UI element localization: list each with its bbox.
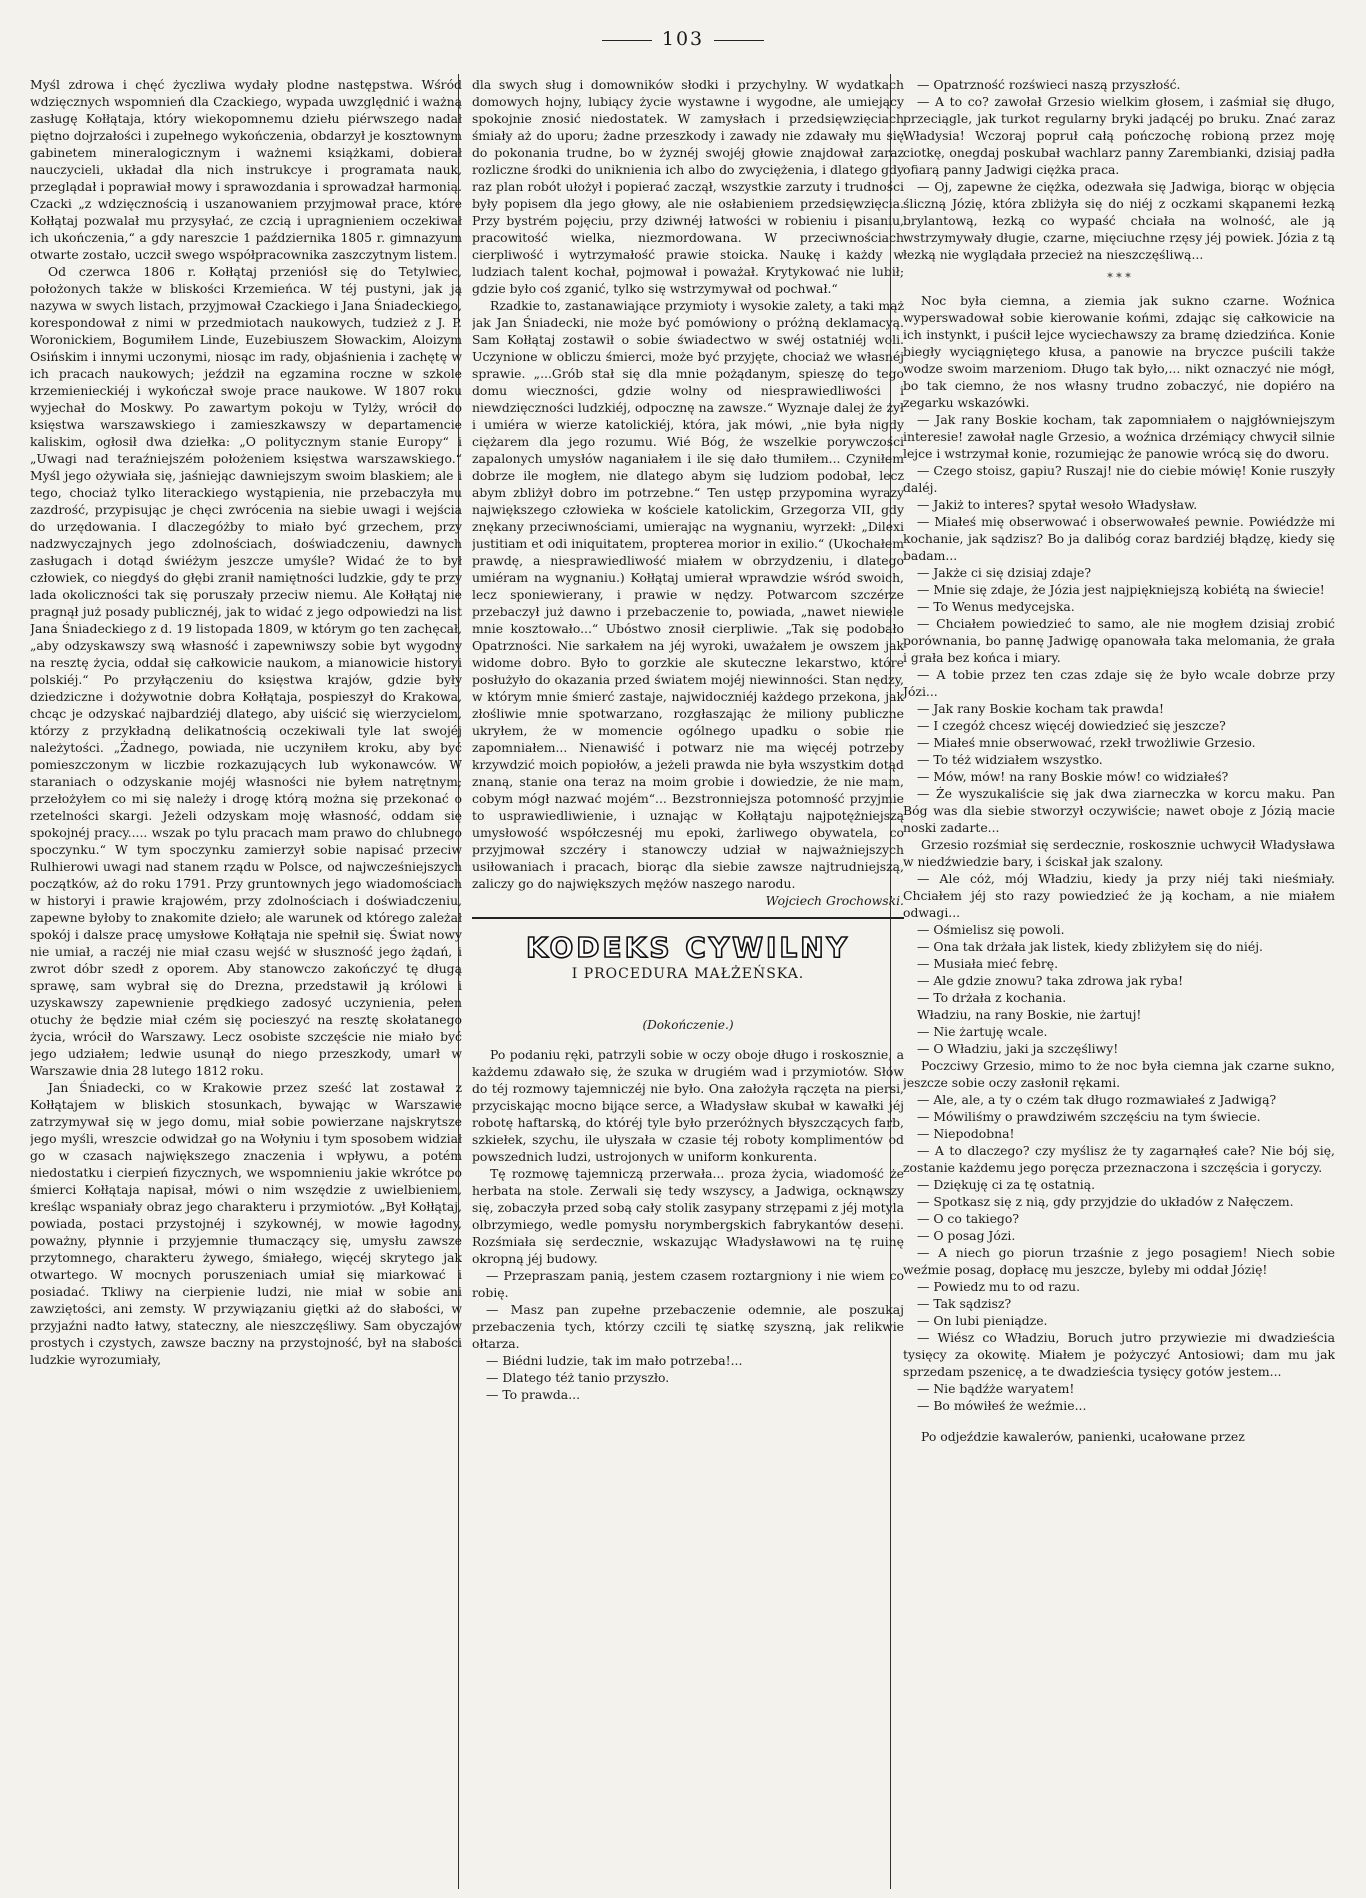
dialogue-line: — Jakiż to interes? spytał wesoło Władysław. — [917, 497, 1198, 512]
dialogue-line: — Miałeś mnie obserwować, rzekł trwożliwie Grzesio. — [917, 735, 1256, 750]
article-title: KODEKS CYWILNY — [526, 931, 850, 964]
dialogue-line: — Dziękuję ci za tę ostatnią. — [917, 1177, 1096, 1192]
author-signature: Wojciech Grochowski. — [765, 893, 904, 908]
dialogue-line: — Ona tak drżała jak listek, kiedy zbliżyłem się do niéj. — [917, 939, 1263, 954]
dialogue-line: — Masz pan zupełne przebaczenie odemnie, ale poszukaj przebaczenia tych, którzy czcili tę siatkę szyszną, jak relikwie ołtarza. — [472, 1302, 904, 1351]
dialogue-line: — Ale cóż, mój Władziu, kiedy ja przy niéj taki nieśmiały. Chciałem jéj sto razy powiedzieć że ją kocham, a nie miałem odwagi... — [903, 871, 1335, 920]
dialogue-line: — Miałeś mię obserwować i obserwowałeś pewnie. Powiédzże mi kochanie, jak sądzisz? Bo ja dalibóg coraz bardziéj błądzę, kiedy się badam... — [903, 514, 1335, 563]
dialogue-line: — Mnie się zdaje, że Józia jest najpiękniejszą kobiétą na świecie! — [917, 582, 1325, 597]
dialogue-line: — O posag Józi. — [917, 1228, 1016, 1243]
paragraph: dla swych sług i domowników słodki i przychylny. W wydatkach domowych hojny, lubiący życie wystawne i wygodne, ale umiejący spokojnie znosić niedostatek. W zamysłach i przedsięwzięciach śmiały aż do uporu; żadne przeszkody i zawady nie zdawały mu się do pokonania trudne, bo w żyznéj swojéj głowie znajdował zaraz rozliczne środki do uniknienia ich albo do zwyciężenia, i dlatego gdy raz plan robót ułożył i popierać zaczął, wszystkie zarzuty i trudności były popisem dla jego głowy, ale nie osłabieniem przedsięwzięcia. Przy bystrém pojęciu, przy dziwnéj łatwości w robieniu i pisaniu, pracowitość wielka, niezmordowana. W przeciwnościach cierpliwość i wytrzymałość prawie stoicka. Naukę i każdy w ludziach talent kochał, pojmował i poważał. Krytykować nie lubił; gdzie było coś zganić, tylko się wstrzymywał od pochwał.“ — [472, 77, 904, 296]
dialogue-line: — A tobie przez ten czas zdaje się że było wcale dobrze przy Józi... — [903, 667, 1335, 699]
dialogue-line: — Jak rany Boskie kocham, tak zapomniałem o najgłówniejszym interesie! zawołał nagle Grzesio, a woźnica drzémiący chwycił silnie lejce i wstrzymał konie, rozumiejąc że panowie wrócą się do dworu. — [903, 412, 1335, 461]
dialogue-line: — To prawda... — [486, 1387, 581, 1402]
paragraph: Jan Śniadecki, co w Krakowie przez sześć lat zostawał z Kołłątajem w bliskich stosunkach, bywając w Warszawie zatrzymywał się w jego domu, miał sobie powierzane najskrytsze jego myśli, wreszcie odwidzał go na Wołyniu i tym sposobem widział go w czasach największego znaczenia i wpływu, a potém niedostatku i cierpień fizycznych, we wspomnieniu jakie wkrótce po śmierci Kołłątaja napisał, mówi o nim wszędzie z uwielbieniem, kreśląc wspaniały obraz jego charakteru i przymiotów. „Był Kołłątaj, powiada, postaci przystojnéj i szykownéj, w mowie łagodny, poważny, płynnie i przyjemnie tłumaczący się, umysłu zawsze przytomnego, charakteru żywego, śmiałego, więcéj skrytego jak otwartego. W mocnych poruszeniach umiał się miarkować i posiadać. Tkliwy na cierpienie ludzi, nie miał w sobie ani zawziętości, ani zemsty. W przywiązaniu giętki aż do słabości, w przyjaźni nadto łatwy, stateczny, ale nieszczęśliwy. Sam obyczajów prostych i czystych, zawsze baczny na przystojność, był na słabości ludzkie wyrozumiały, — [30, 1080, 462, 1367]
paragraph: Poczciwy Grzesio, mimo to że noc była ciemna jak czarne sukno, jeszcze sobie oczy zasłonił rękami. — [903, 1058, 1335, 1090]
dialogue-line: — Oj, zapewne że ciężka, odezwała się Jadwiga, biorąc w objęcia śliczną Józię, która zbliżyła się do niéj z oczkami skąpanemi łezką brylantową, łezką co wypaść chciała na wolność, ale ją wstrzymywały długie, czarne, mięciuchne rzęsy jéj powiek. Józia z tą łezką nie wyglądała przecież na nieszczęśliwą... — [903, 179, 1335, 262]
dialogue-line: — Biédni ludzie, tak im mało potrzeba!... — [486, 1353, 743, 1368]
paragraph: Myśl zdrowa i chęć życzliwa wydały plodne następstwa. Wśród wdzięcznych wspomnień dla Czackiego, wypada uwzględnić i ważną zasługę Kołłątaja, który wiekopomnemu dziełu piérwszego nadał piętno dojrzałości i zupełnego wykończenia, obdarzył je kosztownym gabinetem mineralogicznym i ważnemi książkami, dobierał nauczycieli, układał dla nich instrukcye i programata nauk, przeglądał i poprawiał mowy i sprawozdania i sprowadzał harmonią. Czacki „z wdzięcznością i uszanowaniem przyjmował prace, które Kołłątaj pozwalał mu przysyłać, ze czcią i upragnieniem oczekiwał ich ukończenia,“ a gdy nareszcie 1 października 1805 r. gimnazyum otwarte zostało, uczcił swego współpracownika zaszczytnym listem. — [30, 77, 462, 262]
dialogue-line: — Dlatego téż tanio przyszło. — [486, 1370, 670, 1385]
page-number: 103 — [0, 28, 1366, 50]
paragraph: Od czerwca 1806 r. Kołłątaj przeniósł się do Tetylwiec, położonych także w bliskości Krzemieńca. W téj pustyni, jak ją nazywa w swych listach, przyjmował Czackiego i Jana Śniadeckiego, korespondował z nimi w przedmiotach naukowych, tudzież z J. P. Woronickiem, Bogumiłem Linde, Euzebiuszem Słowackim, Aloizym Osińskim i innymi uczonymi, niosąc im rady, objaśnienia i zachętę w ich pracach naukowych; jeździł na egzamina roczne w szkole krzemienieckiéj i wykończał swoje prace naukowe. W 1807 roku wyjechał do Moskwy. Po zawartym pokoju w Tylży, wrócił do księstwa warszawskiego i zamieszkawszy w departamencie kaliskim, ogłosił dwa dziełka: „O politycznym stanie Europy“ i „Uwagi nad teraźniejszém położeniem księstwa warszawskiego.“ Myśl jego ożywiała się, jaśniejąc dawniejszym swoim blaskiem; ale i tego, chociaż tylko literackiego wystąpienia, nie przebaczyła mu zazdrość, przypisując je chęci zwrócenia na siebie uwagi i wejścia do urzędowania. I dlaczegóżby to miało być grzechem, przy nadzwyczajnych jego zdolnościach, doświadczeniu, dawnych zasługach i dotąd świéżym jeszcze umyśle? Widać że to był człowiek, co niegdyś do głębi zranił namiętności ludzkie, gdy te przy lada okoliczności tak się poruszały przeciw niemu. Ale Kołłątaj nie pragnął już posady publicznéj, jak to widać z jego odpowiedzi na list Jana Śniadeckiego z d. 19 listopada 1809, w którym go ten zachęcał, „aby odzyskawszy swą własność i zapewniwszy sobie byt wygodny na resztę życia, oddał się całkowicie naukom, a mianowicie historyi polskiéj.“ Po przyłączeniu do księstwa krajów, gdzie były dziedziczne i dożywotnie dobra Kołłątaja, pospieszył do Krakowa, chcąc je odzyskać najbardziéj dlatego, aby uiścić się wierzycielom, którzy z przykładną delikatnością oczekiwali tyle lat swojéj należytości. „Żadnego, powiada, nie uczyniłem kroku, aby być pomieszczonym w liczbie rozkazujących lub wykonawców. W staraniach o odzyskanie mojéj własności nie byłem natrętnym; przełożyłem co mi się należy i drogę którą można się przekonać o rzetelności skargi. Jeżeli odzyskam moję własność, oddam się spokojnéj pracy..... wszak po tylu pracach mam prawo do chlubnego spoczynku.“ W tym spoczynku zamierzył sobie napisać przeciw Rulhierowi uwagi nad stanem rządu w Polsce, od najwcześniejszych początków, aż do roku 1791. Przy gruntownych jego wiadomościach w historyi i prawie krajowém, przy zdolnościach i doświadczeniu, zapewne byłoby to znakomite dzieło; ale warunek od którego zależał spokój i dalsze pracę umysłowe Kołłątaja nie spełnił się. Świat nowy nie umiał, a raczéj nie miał czasu wejść w słuszność jego żądań, i zwrot dóbr szedł z oporem. Aby stanowczo zakończyć tę długą sprawę, sam wybrał się do Drezna, przedstawił ją królowi i uzyskawszy zapewnienie prędkiego zadosyć uczynienia, pełen otuchy że będzie miał czém się pocieszyć na resztę skołatanego życia, wrócił do Warszawy. Lecz osobiste szczęście nie miało być jego udziałem; ledwie usunął do niego przeszkody, umarł w Warszawie dnia 28 lutego 1812 roku. — [30, 264, 462, 1078]
dialogue-line: — Że wyszukaliście się jak dwa ziarneczka w korcu maku. Pan Bóg was dla siebie stworzył oczywiście; nawet oboje z Józią macie noski zadarte... — [903, 786, 1335, 835]
dialogue-line: — Chciałem powiedzieć to samo, ale nie mogłem dzisiaj zrobić porównania, bo pannę Jadwigę opanowała taka melomania, że grała i grała bez końca i miary. — [903, 616, 1335, 665]
column-1 — [30, 76, 462, 1886]
dialogue-line: — Musiała mieć febrę. — [917, 956, 1059, 971]
dialogue-line: — Ale, ale, a ty o czém tak długo rozmawiałeś z Jadwigą? — [917, 1092, 1277, 1107]
dialogue-line: — Nie żartuję wcale. — [917, 1024, 1048, 1039]
section-divider — [472, 917, 904, 919]
dialogue-line: — Wiész co Władziu, Boruch jutro przywiezie mi dwadzieścia tysięcy za okowitę. Miałem je pożyczyć Antosiowi; dam mu jak sprzedam pszenicę, a te dwadzieścia tysięcy gotów jestem... — [903, 1330, 1335, 1379]
dialogue-line: — Ośmielisz się powoli. — [917, 922, 1065, 937]
dialogue-line: — On lubi pieniądze. — [917, 1313, 1048, 1328]
dialogue-line: — To drżała z kochania. — [917, 990, 1067, 1005]
dialogue-line: — Przepraszam panią, jestem czasem roztargniony i nie wiem co robię. — [472, 1268, 904, 1300]
continuation-note: (Dokończenie.) — [642, 1018, 734, 1032]
dialogue-line: — Mówiliśmy o prawdziwém szczęściu na tym świecie. — [917, 1109, 1261, 1124]
dialogue-line: — Jak rany Boskie kocham tak prawda! — [917, 701, 1164, 716]
dialogue-line: — Bo mówiłeś że weźmie... — [917, 1398, 1087, 1413]
paragraph: Tę rozmowę tajemniczą przerwała... proza życia, wiadomość że herbata na stole. Zerwali się tedy wszyscy, a Jadwiga, ocknąwszy się, zobaczyła przed sobą cały stolik zasypany strzępami z jéj motyla olbrzymiego, wedle pomysłu norymbergskich fabrykantów deseni. Rozśmiała się serdecznie, wskazując Władysławowi na tę ruinę okropną jéj budowy. — [472, 1166, 904, 1266]
dialogue-line: — I czegóż chcesz więcéj dowiedzieć się jeszcze? — [917, 718, 1226, 733]
dialogue-line: — Ale gdzie znowu? taka zdrowa jak ryba! — [917, 973, 1184, 988]
paragraph: Noc była ciemna, a ziemia jak sukno czarne. Woźnica wyperswadował sobie kierowanie końmi, zdając się całkowicie na ich instynkt, i puścił lejce wyciechawszy za bramę dziedzińca. Konie biegły wyciągniętego kłusa, a panowie na bryczce puścili także wodze swoim marzeniom. Długo tak było,... nikt oznaczyć nie mógł, bo tak ciemno, że nos własny trudno zobaczyć, nie dopiéro na zegarku wskazówki. — [903, 293, 1335, 410]
dialogue-line: — Jakże ci się dzisiaj zdaje? — [917, 565, 1092, 580]
dialogue-line: — To Wenus medycejska. — [917, 599, 1075, 614]
dialogue-line: — Niepodobna! — [917, 1126, 1015, 1141]
dialogue-line: — To téż widziałem wszystko. — [917, 752, 1103, 767]
dialogue-line: — O Władziu, jaki ja szczęśliwy! — [917, 1041, 1119, 1056]
paragraph: Grzesio rozśmiał się serdecznie, roskosznie uchwycił Władysława w niedźwiedzie bary, i ściskał jak szalony. — [903, 837, 1335, 869]
paragraph: Po odjeździe kawalerów, panienki, ucałowane przez — [921, 1429, 1245, 1444]
dialogue-line: — A to dlaczego? czy myślisz że ty zagarnąłeś całe? Nie bój się, zostanie każdemu jego poręcza przeznaczona i szczęścia i goryczy. — [903, 1143, 1335, 1175]
dialogue-line: — Mów, mów! na rany Boskie mów! co widziałeś? — [917, 769, 1229, 784]
column-3 — [903, 76, 1335, 1886]
dialogue-line: — Opatrzność rozświeci naszą przyszłość. — [917, 77, 1181, 92]
dialogue-line: — Nie bądźże waryatem! — [917, 1381, 1075, 1396]
column-2 — [472, 76, 904, 1886]
dialogue-line: — Powiedz mu to od razu. — [917, 1279, 1081, 1294]
dialogue-line: — Tak sądzisz? — [917, 1296, 1012, 1311]
dialogue-line: — A niech go piorun trzaśnie z jego posagiem! Niech sobie weźmie posag, dopłacę mu jeszcze, byleby mi oddał Józię! — [903, 1245, 1335, 1277]
dialogue-line: — O co takiego? — [917, 1211, 1019, 1226]
article-subtitle: I PROCEDURA MAŁŻEŃSKA. — [571, 966, 805, 982]
dialogue-line: — Czego stoisz, gapiu? Ruszaj! nie do ciebie mówię! Konie ruszyły daléj. — [903, 463, 1335, 495]
paragraph: Po podaniu ręki, patrzyli sobie w oczy oboje długo i roskosznie, a każdemu zdawało się, że szuka w drugiém wad i przymiotów. Słów do téj rozmowy tajemniczéj nie było. Ona założyła rączęta na piersi, przyciskając mocno bijące serce, a Władysław skubał w kawałki jéj robotę haftarską, do któréj tyle było przeróżnych błyszczących farb, szkiełek, szychu, ile ułyszała w czasie téj roboty komplimentów od powszednich ludzi, ustrojonych w uniform konkurenta. — [472, 1047, 904, 1164]
paragraph: Rzadkie to, zastanawiające przymioty i wysokie zalety, a taki mąż jak Jan Śniadecki, nie może być pomówiony o próżną deklamacyą. Sam Kołłątaj zostawił o sobie świadectwo w swéj ostatniéj woli. Uczynione w obliczu śmierci, może być przyjęte, chociaż we własnéj sprawie. „...Grób stał się dla mnie pożądanym, spieszę do tego domu wieczności, gdzie wolny od niesprawiedliwości i niewdzięczności ludzkiéj, odpocznę na zawsze.“ Wyznaje dalej że żył i umiéra w wierze katolickiéj, która, jak mówi, „nie była nigdy ciężarem dla jego rozumu. Wié Bóg, że wszelkie porywczości zapalonych umysłów naganiałem i ile się dało tłumiłem... Czyniłem dobrze ile mogłem, nie dlatego abym się ludziom podobał, lecz abym zbliżył dobro im potrzebne.“ Ten ustęp przypomina wyrazy największego człowieka w kościele katolickim, Grzegorza VII, gdy znękany przeciwnościami, umierając na wygnaniu, wyrzekł: „Dilexi justitiam et odi iniquitatem, propterea morior in exilio.“ (Ukochałem prawdę, a niesprawiedliwość miałem w obrzydzeniu, i dlatego umiéram na wygnaniu.) Kołłątaj umierał wprawdzie wśród swoich, lecz sponiewierany, i prawie w nędzy. Potwarcom szczérze przebaczył już dawno i przebaczenie to, powiada, „nawet niewiele mnie kosztowało...“ Ubóstwo znosił cierpliwie. „Tak się podobało Opatrzności. Nie sarkałem na jéj wyroki, uważałem je owszem jak widome dobro. Było to gorzkie ale skuteczne lekarstwo, które posłużyło do okazania przed światem mojéj niewinności. Stan nędzy, w którym mnie śmierć zastaje, najwidoczniéj każdego przekona, jak złośliwie mnie spotwarzano, rozgłaszając że miliony publiczne ukryłem, że w momencie ogólnego upadku o sobie nie zapomniałem... Nienawiść i potwarz nie ma więcéj potrzeby krzywdzić moich popiołów, a jeżeli prawda nie była wszystkim dotąd znaną, stanie ona teraz na moim grobie i dowiedzie, że nie mam, cobym mógł nazwać mojém“... Bezstronniejsza potomność przyjmie to usprawiedliwienie, i uznając w Kołłątaju najpotężniejszą umysłowość współczesnéj mu epoki, żarliwego obywatela, co przyjmował szczéry i stanowczy udział w najważniejszych usiłowaniach i pracach, biorąc dla siebie zawsze najtrudniejszą, zaliczy go do największych mężów naszego narodu. — [472, 298, 904, 891]
dialogue-line: Władziu, na rany Boskie, nie żartuj! — [917, 1007, 1142, 1022]
dialogue-line: — A to co? zawołał Grzesio wielkim głosem, i zaśmiał się długo, przeciągle, jak turkot regularny bryki jadącéj po bruku. Znać zaraz Władysia! Wczoraj popruł całą pończochę robioną przez moję ciotkę, onegdaj poskubał wachlarz panny Zarembianki, dzisiaj padła ofiarą panny Jadwigi ciężka praca. — [903, 94, 1335, 177]
dialogue-line: — Spotkasz się z nią, gdy przyjdzie do układów z Nałęczem. — [917, 1194, 1294, 1209]
section-break-stars: * * * — [1107, 271, 1131, 284]
